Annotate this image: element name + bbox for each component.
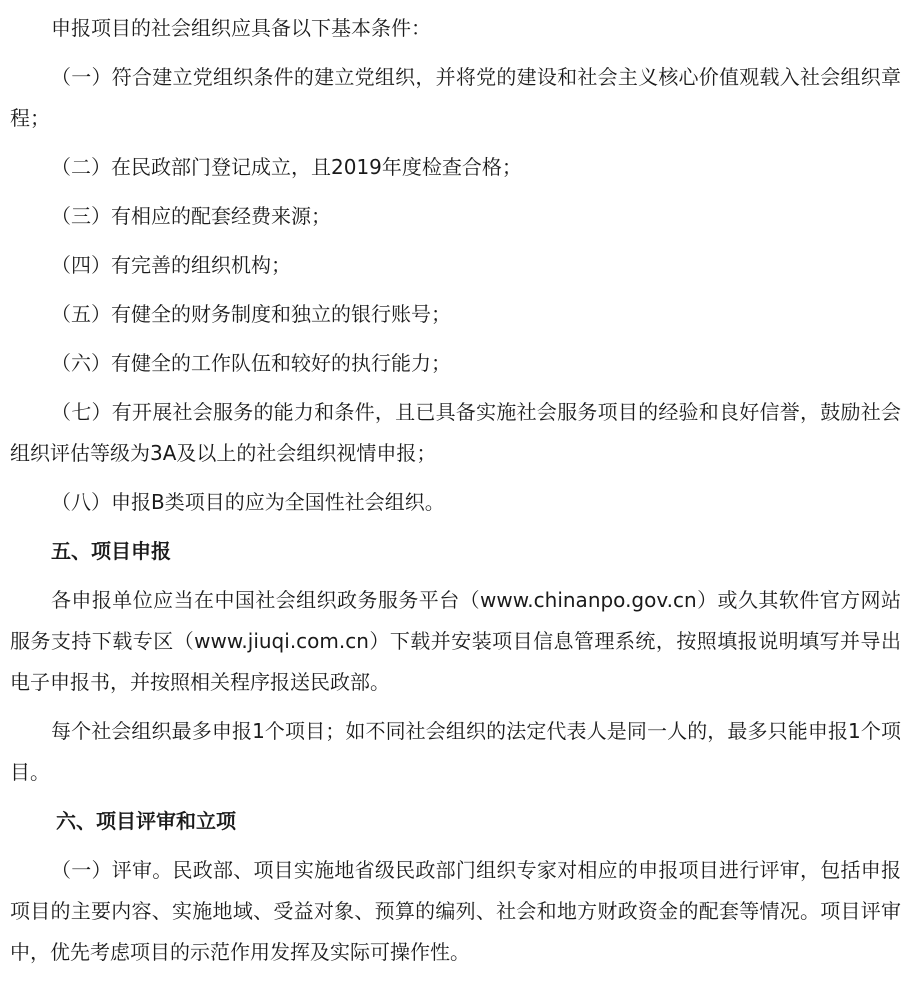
- condition-2: （二）在民政部门登记成立，且2019年度检查合格；: [51, 155, 522, 179]
- condition-1: （一）符合建立党组织条件的建立党组织，并将党的建设和社会主义核心价值观载入社会组织章程；: [10, 65, 901, 130]
- condition-4: （四）有完善的组织机构；: [51, 253, 291, 277]
- condition-5: （五）有健全的财务制度和独立的银行账号；: [51, 302, 451, 326]
- section-6-paragraph-1: （一）评审。民政部、项目实施地省级民政部门组织专家对相应的申报项目进行评审，包括申报项目的主要内容、实施地域、受益对象、预算的编列、社会和地方财政资金的配套等情况。项目评审中，优先考虑项目的示范作用发挥及实际可操作性。: [10, 858, 901, 964]
- condition-6: （六）有健全的工作队伍和较好的执行能力；: [51, 351, 451, 375]
- section-5-heading: 五、项目申报: [51, 539, 171, 563]
- section-6-heading: 六、项目评审和立项: [56, 809, 236, 833]
- section-5-paragraph-1: 各申报单位应当在中国社会组织政务服务平台（www.chinanpo.gov.cn）或久其软件官方网站服务支持下载专区（www.jiuqi.com.cn）下载并安装项目信息管理系统，按照填报说明填写并导出电子申报书，并按照相关程序报送民政部。: [10, 588, 901, 694]
- section-5-paragraph-2: 每个社会组织最多申报1个项目；如不同社会组织的法定代表人是同一人的，最多只能申报1个项目。: [10, 719, 901, 784]
- intro-paragraph: 申报项目的社会组织应具备以下基本条件：: [51, 16, 431, 40]
- condition-3: （三）有相应的配套经费来源；: [51, 204, 331, 228]
- condition-7: （七）有开展社会服务的能力和条件，且已具备实施社会服务项目的经验和良好信誉，鼓励社会组织评估等级为3A及以上的社会组织视情申报；: [10, 400, 901, 465]
- condition-8: （八）申报B类项目的应为全国性社会组织。: [51, 490, 445, 514]
